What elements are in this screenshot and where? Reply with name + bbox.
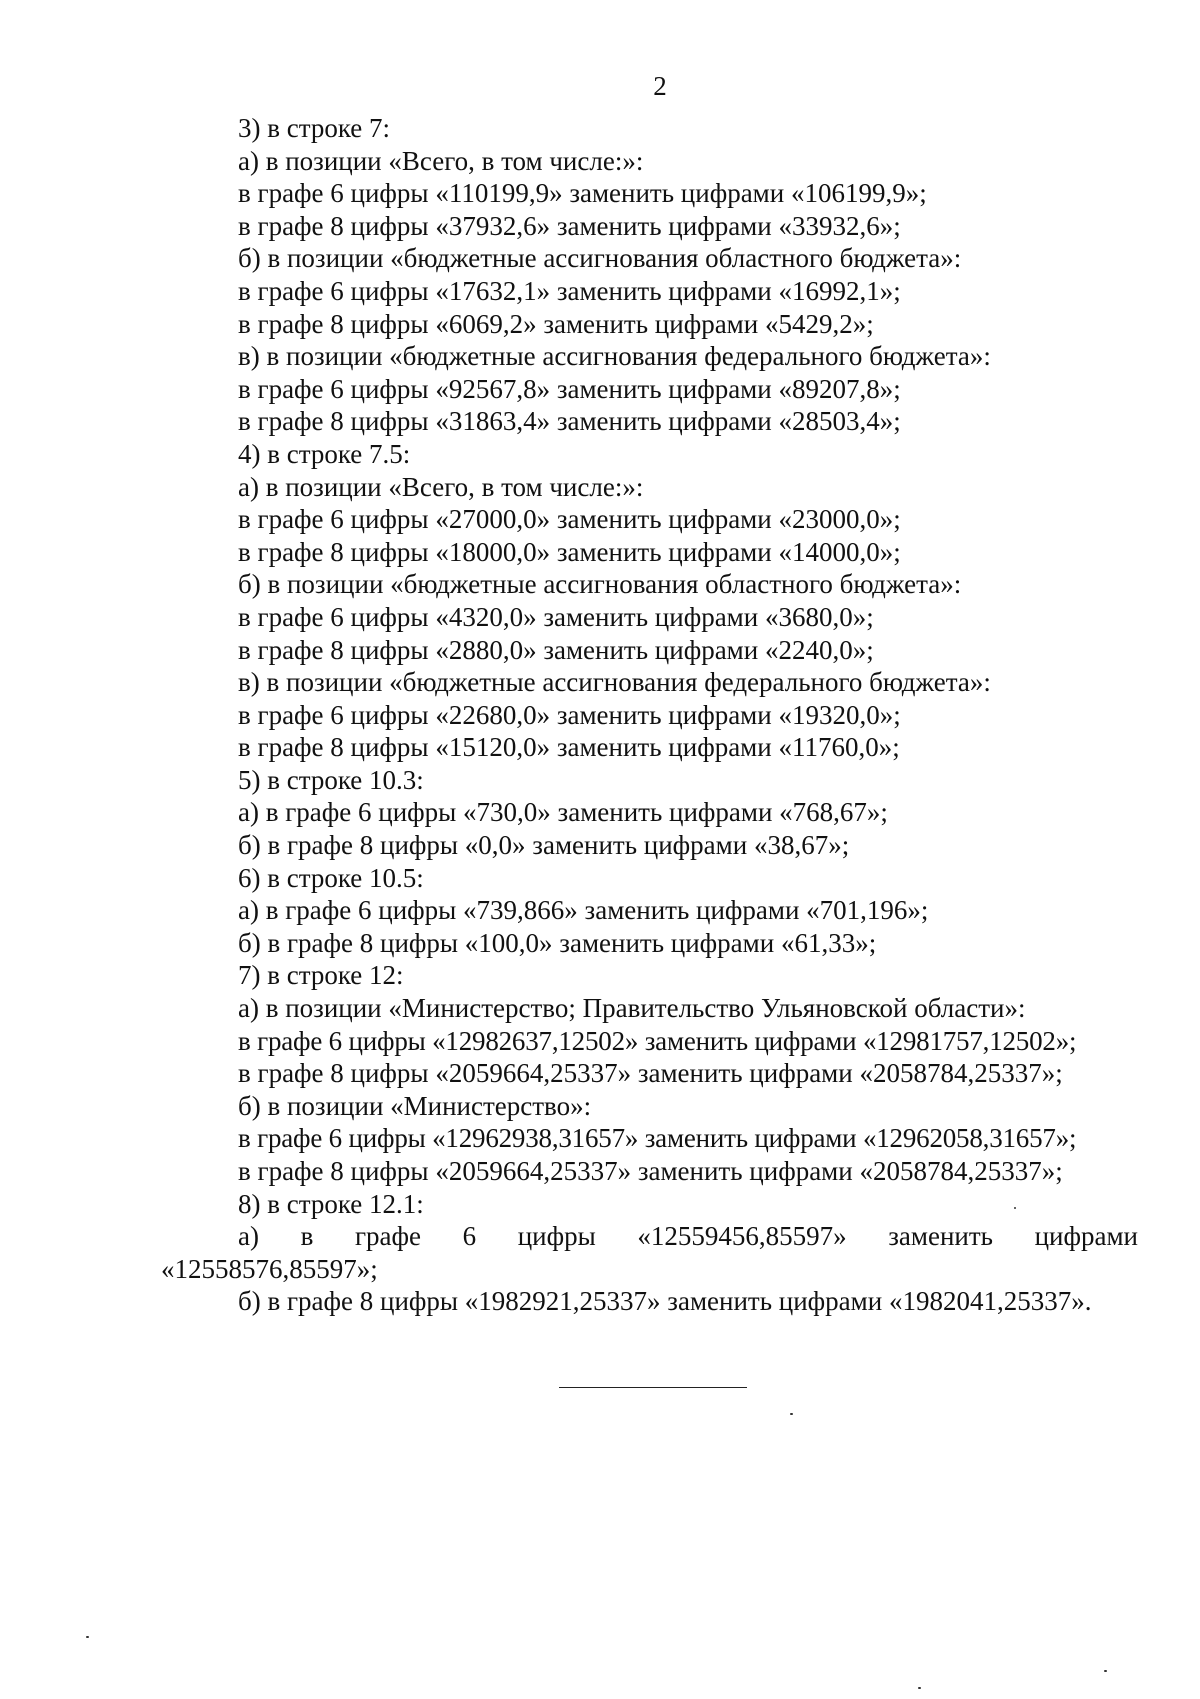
scan-speck — [790, 1413, 793, 1415]
text-line: в графе 6 цифры «12962938,31657» заменить цифрами «12962058,31657»; — [238, 1123, 1077, 1154]
word: цифры — [517, 1221, 596, 1252]
word: «12559456,85597» — [637, 1221, 847, 1252]
text-line: в графе 8 цифры «2880,0» заменить цифрами «2240,0»; — [238, 634, 874, 665]
word: в — [300, 1221, 314, 1252]
page-number: 2 — [653, 71, 667, 101]
text-line: а) в позиции «Всего, в том числе:»: — [238, 145, 644, 176]
word: графе — [354, 1221, 421, 1252]
word: 6 — [462, 1221, 477, 1252]
justified-text-line — [238, 1220, 1138, 1253]
text-line: в графе 6 цифры «12982637,12502» заменить цифрами «12981757,12502»; — [238, 1025, 1077, 1056]
text-line: а) в позиции «Министерство; Правительство Ульяновской области»: — [238, 993, 1026, 1024]
word: а) — [238, 1221, 259, 1252]
scan-speck — [918, 1687, 921, 1689]
text-line-continuation: «12558576,85597»; — [161, 1253, 378, 1284]
scan-speck — [86, 1636, 89, 1638]
text-line: 5) в строке 10.3: — [238, 764, 424, 795]
text-line: в графе 6 цифры «17632,1» заменить цифрами «16992,1»; — [238, 275, 901, 306]
text-line: б) в позиции «бюджетные ассигнования областного бюджета»: — [238, 243, 962, 274]
text-line: в графе 8 цифры «18000,0» заменить цифрами «14000,0»; — [238, 536, 901, 567]
text-line: в графе 6 цифры «22680,0» заменить цифрами «19320,0»; — [238, 699, 901, 730]
text-line: в графе 8 цифры «6069,2» заменить цифрами «5429,2»; — [238, 308, 874, 339]
text-line: б) в графе 8 цифры «0,0» заменить цифрами «38,67»; — [238, 830, 850, 861]
text-line: в) в позиции «бюджетные ассигнования федерального бюджета»: — [238, 341, 991, 372]
text-line: 3) в строке 7: — [238, 113, 391, 143]
text-line: а) в графе 6 цифры «730,0» заменить цифрами «768,67»; — [238, 797, 888, 828]
text-line: б) в графе 8 цифры «100,0» заменить цифрами «61,33»; — [238, 927, 877, 958]
text-line: б) в позиции «бюджетные ассигнования областного бюджета»: — [238, 569, 962, 600]
text-line: в графе 6 цифры «27000,0» заменить цифрами «23000,0»; — [238, 504, 901, 535]
text-line: в графе 8 цифры «37932,6» заменить цифрами «33932,6»; — [238, 210, 901, 241]
text-line: 4) в строке 7.5: — [238, 438, 411, 469]
text-line: в графе 8 цифры «2059664,25337» заменить цифрами «2058784,25337»; — [238, 1058, 1063, 1089]
text-line: в графе 6 цифры «110199,9» заменить цифрами «106199,9»; — [238, 178, 927, 209]
scan-speck — [1104, 1670, 1107, 1672]
text-line: 7) в строке 12: — [238, 960, 404, 991]
end-of-text-rule — [559, 1387, 747, 1388]
word: заменить — [888, 1221, 993, 1252]
text-line: а) в графе 6 цифры «739,866» заменить цифрами «701,196»; — [238, 895, 929, 926]
text-line: б) в графе 8 цифры «1982921,25337» заменить цифрами «1982041,25337». — [238, 1286, 1092, 1317]
text-line: 6) в строке 10.5: — [238, 862, 424, 893]
text-line: в графе 6 цифры «4320,0» заменить цифрами «3680,0»; — [238, 601, 874, 632]
text-line: в) в позиции «бюджетные ассигнования федерального бюджета»: — [238, 667, 991, 698]
text-line: в графе 6 цифры «92567,8» заменить цифрами «89207,8»; — [238, 373, 901, 404]
word: цифрами — [1034, 1221, 1138, 1252]
text-line: в графе 8 цифры «15120,0» заменить цифрами «11760,0»; — [238, 732, 900, 763]
text-line: в графе 8 цифры «31863,4» заменить цифрами «28503,4»; — [238, 406, 901, 437]
text-line: в графе 8 цифры «2059664,25337» заменить цифрами «2058784,25337»; — [238, 1156, 1063, 1186]
document-body — [161, 112, 1138, 1318]
scan-speck — [1014, 1207, 1016, 1209]
text-line: 8) в строке 12.1: — [238, 1188, 424, 1219]
text-line: б) в позиции «Министерство»: — [238, 1090, 592, 1121]
text-line: а) в позиции «Всего, в том числе:»: — [238, 471, 644, 502]
